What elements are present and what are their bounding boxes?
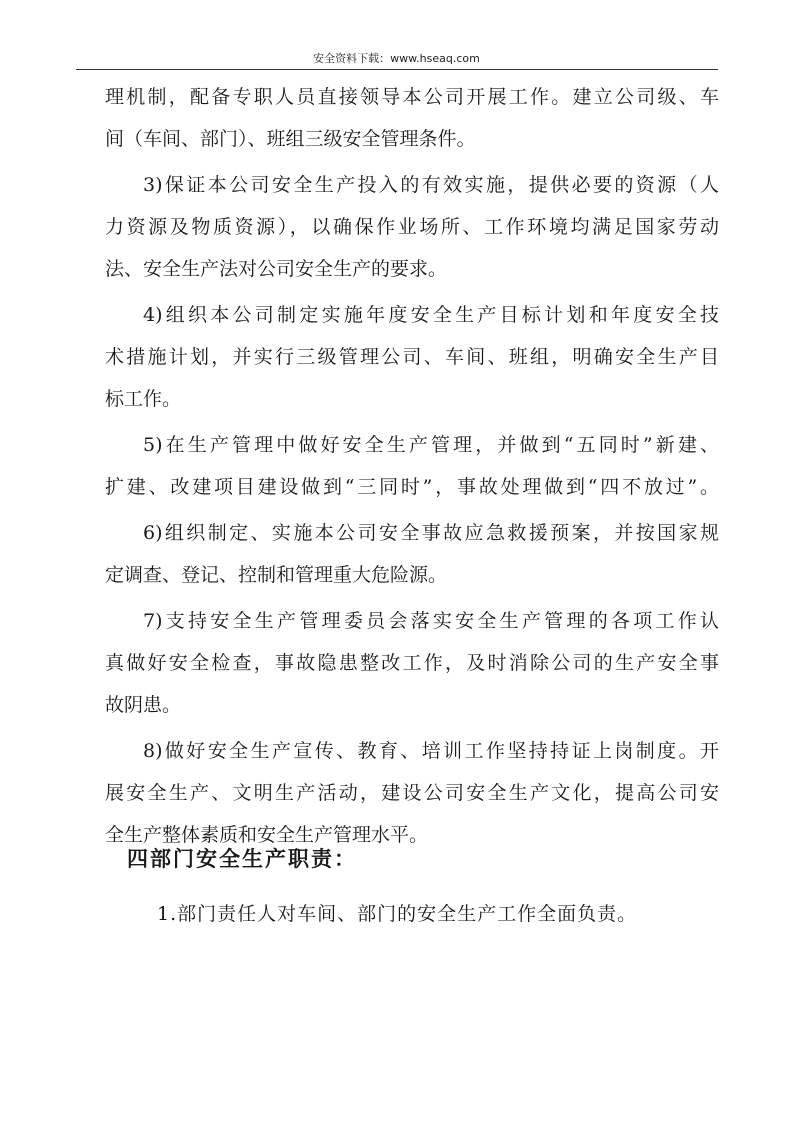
paragraph-item-5 [105, 424, 719, 508]
text-line: 4)组织本公司制定实施年度安全生产目标计划和年度安全技 [143, 304, 719, 326]
page-header: 安全资料下载：www.hseaq.com [313, 52, 480, 65]
paragraph-item-6 [105, 512, 719, 596]
text-line: 真做好安全检查，事故隐患整改工作，及时消除公司的生产安全事 [105, 652, 719, 674]
section-heading: 四部门安全生产职责： [127, 847, 357, 871]
text-line: 扩建、改建项目建设做到“三同时”，事故处理做到“四不放过”。 [105, 476, 719, 498]
text-line: 法、安全生产法对公司安全生产的要求。 [105, 258, 448, 280]
text-line: 力资源及物质资源），以确保作业场所、工作环境均满足国家劳动 [105, 216, 719, 238]
paragraph-item-4 [105, 294, 719, 420]
text-line: 间（车间、部门）、班组三级安全管理条件。 [105, 128, 476, 150]
text-line: 全生产整体素质和安全生产管理水平。 [105, 824, 429, 846]
text-line: 理机制，配备专职人员直接领导本公司开展工作。建立公司级、车 [105, 86, 719, 108]
section-item: 1.部门责任人对车间、部门的安全生产工作全面负责。 [157, 903, 638, 925]
text-line: 展安全生产、文明生产活动，建设公司安全生产文化，提高公司安 [105, 782, 719, 804]
text-line: 故阴患。 [105, 694, 182, 716]
paragraph-item-7 [105, 600, 719, 726]
text-line: 8)做好安全生产宣传、教育、培训工作坚持持证上岗制度。开 [143, 740, 719, 762]
paragraph-item-3 [105, 164, 719, 290]
text-line: 6)组织制定、实施本公司安全事故应急救援预案，并按国家规 [143, 522, 719, 544]
paragraph-continuation [105, 76, 719, 160]
document-body [105, 76, 719, 856]
header-divider [76, 69, 718, 70]
text-line: 7)支持安全生产管理委员会落实安全生产管理的各项工作认 [143, 610, 719, 632]
text-line: 术措施计划，并实行三级管理公司、车间、班组，明确安全生产目 [105, 346, 719, 368]
text-line: 定调查、登记、控制和管理重大危险源。 [105, 564, 448, 586]
paragraph-item-8 [105, 730, 719, 856]
text-line: 5)在生产管理中做好安全生产管理，并做到“五同时”新建、 [143, 434, 719, 456]
text-line: 标工作。 [105, 388, 182, 410]
text-line: 3)保证本公司安全生产投入的有效实施，提供必要的资源（人 [143, 174, 719, 196]
